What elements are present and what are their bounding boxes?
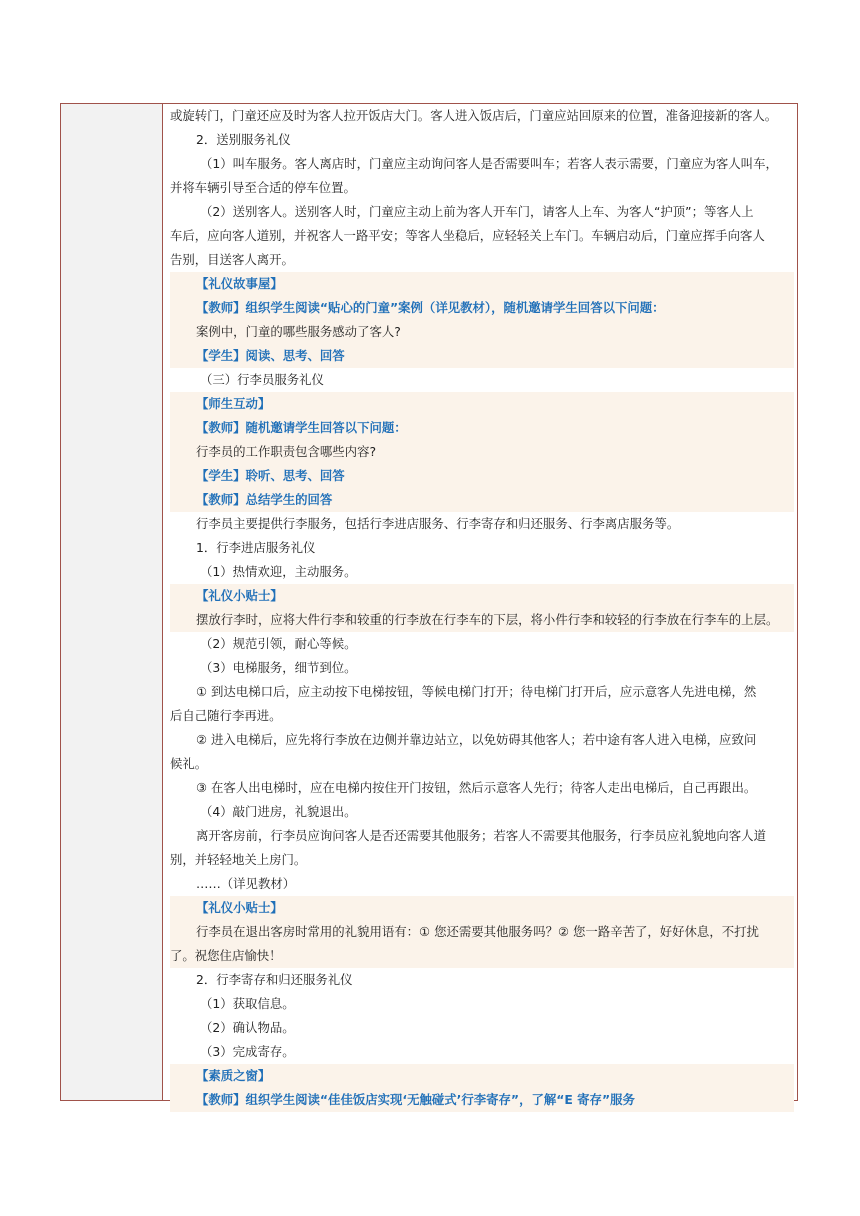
text-line: 或旋转门，门童还应及时为客人拉开饭店大门。客人进入饭店后，门童应站回原来的位置，准备迎接新的客人。	[170, 108, 778, 123]
text-line: 行李员在退出客房时常用的礼貌用语有：① 您还需要其他服务吗？② 您一路辛苦了，好好休息，不打扰	[170, 920, 794, 944]
section-heading: 【学生】聆听、思考、回答	[170, 464, 794, 488]
text-line: （4）敲门进房，礼貌退出。	[200, 804, 357, 819]
section-heading: 【教师】组织学生阅读“佳佳饭店实现‘无触碰式’行李寄存”，了解“E 寄存”服务	[170, 1088, 794, 1112]
text-line: 告别，目送客人离开。	[170, 252, 294, 267]
table-left-column	[61, 104, 163, 1100]
text-line: （2）规范引领，耐心等候。	[200, 636, 357, 651]
lesson-table	[60, 103, 798, 1107]
text-line: 行李员主要提供行李服务，包括行李进店服务、行李寄存和归还服务、行李离店服务等。	[196, 516, 680, 531]
text-line: 离开客房前，行李员应询问客人是否还需要其他服务；若客人不需要其他服务，行李员应礼貌地向客人道	[196, 828, 766, 843]
text-line: ② 进入电梯后，应先将行李放在边侧并靠边站立，以免妨碍其他客人；若中途有客人进入电梯，应致问	[196, 732, 757, 747]
text-line: ③ 在客人出电梯时，应在电梯内按住开门按钮，然后示意客人先行；待客人走出电梯后，自己再跟出。	[196, 780, 757, 795]
section-heading: 【学生】阅读、思考、回答	[170, 344, 794, 368]
text-line: 案例中，门童的哪些服务感动了客人?	[170, 320, 794, 344]
text-line: 1．行李进店服务礼仪	[196, 540, 316, 555]
text-line: （3）完成寄存。	[200, 1044, 295, 1059]
text-line: （2）送别客人。送别客人时，门童应主动上前为客人开车门，请客人上车、为客人“护顶”；等客人上	[200, 204, 754, 219]
text-line: （1）获取信息。	[200, 996, 295, 1011]
text-line: 2．行李寄存和归还服务礼仪	[196, 972, 353, 987]
text-line: 候礼。	[170, 756, 208, 771]
text-line: （2）确认物品。	[200, 1020, 295, 1035]
text-line: 别，并轻轻地关上房门。	[170, 852, 307, 867]
text-line: 后自己随行李再进。	[170, 708, 282, 723]
text-line: 行李员的工作职责包含哪些内容?	[170, 440, 794, 464]
table-content-cell	[170, 104, 794, 1112]
text-line: （1）热情欢迎，主动服务。	[200, 564, 357, 579]
section-heading: 【礼仪小贴士】	[170, 896, 794, 920]
text-line: 车后，应向客人道别，并祝客人一路平安；等客人坐稳后，应轻轻关上车门。车辆启动后，门童应挥手向客人	[170, 228, 765, 243]
text-line: 了。祝您住店愉快！	[170, 944, 794, 968]
section-heading: 【教师】总结学生的回答	[170, 488, 794, 512]
text-line: （1）叫车服务。客人离店时，门童应主动询问客人是否需要叫车；若客人表示需要，门童应为客人叫车，	[200, 156, 778, 171]
section-heading: 【教师】组织学生阅读“贴心的门童”案例（详见教材），随机邀请学生回答以下问题：	[170, 296, 794, 320]
section-heading: 【师生互动】	[170, 392, 794, 416]
section-heading: 【素质之窗】	[170, 1064, 794, 1088]
text-line: 摆放行李时，应将大件行李和较重的行李放在行李车的下层，将小件行李和较轻的行李放在行李车的上层。	[170, 608, 794, 632]
text-line: ① 到达电梯口后，应主动按下电梯按钮，等候电梯门打开；待电梯门打开后，应示意客人先进电梯，然	[196, 684, 757, 699]
section-heading: 【礼仪故事屋】	[170, 272, 794, 296]
section-heading: 【教师】随机邀请学生回答以下问题：	[170, 416, 794, 440]
text-line: （三）行李员服务礼仪	[200, 372, 324, 387]
section-heading: 【礼仪小贴士】	[170, 584, 794, 608]
text-line: 并将车辆引导至合适的停车位置。	[170, 180, 356, 195]
text-line: 2．送别服务礼仪	[196, 132, 291, 147]
text-line: ……（详见教材）	[196, 876, 296, 891]
text-line: （3）电梯服务，细节到位。	[200, 660, 357, 675]
